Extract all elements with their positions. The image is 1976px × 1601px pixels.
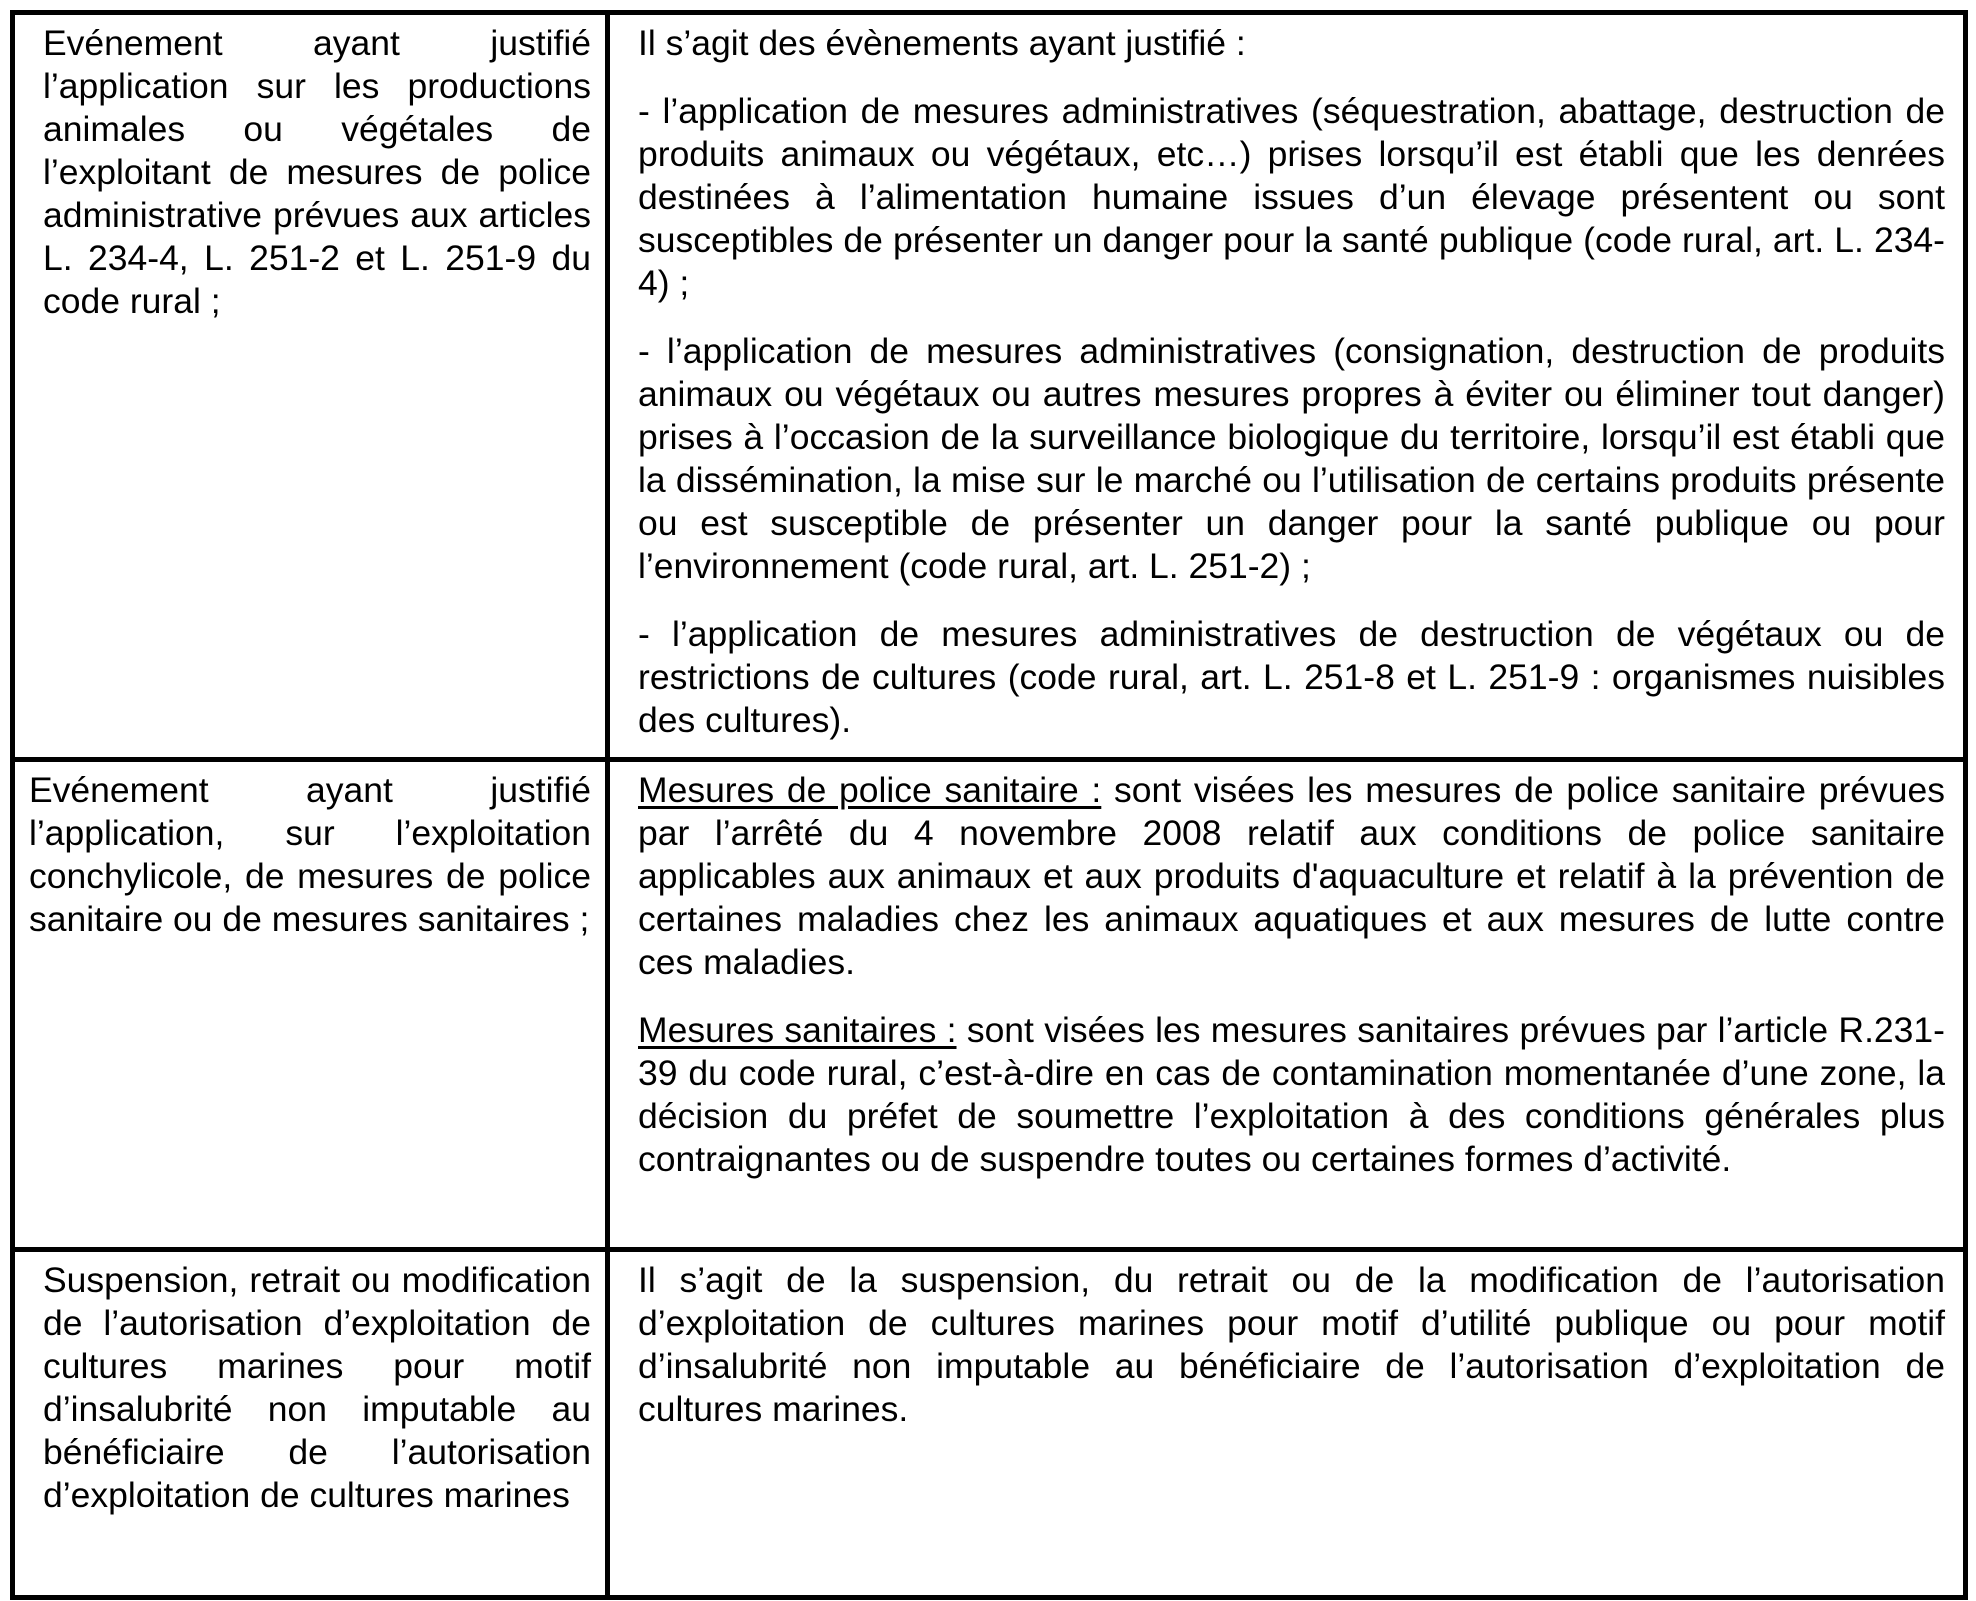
- description-section: [638, 1009, 1945, 1181]
- event-text: Evénement ayant justifié l’application sur les productions animales ou végétales de l’exploitant de mesures de police administrative prévues aux articles L. 234-4, L. 251-2 et L. 251-9 du code rural ;: [43, 23, 591, 321]
- section-text: sont visées les mesures sanitaires prévues par l’article R.231-39 du code rural, c’est-à-dire en cas de contamination momentanée d’une zone, la décision du préfet de soumettre l’exploitation à des conditions générales plus contraignantes ou de suspendre toutes ou certaines formes d’activité.: [638, 1010, 1945, 1179]
- section-heading: Mesures sanitaires :: [638, 1010, 957, 1050]
- event-text: Evénement ayant justifié l’application, sur l’exploitation conchylicole, de mesures de police sanitaire ou de mesures sanitaires ;: [29, 770, 591, 939]
- description-cell: [608, 760, 1966, 1250]
- description-paragraph: - l’application de mesures administratives (séquestration, abattage, destruction de produits animaux ou végétaux, etc…) prises lorsqu’il est établi que les denrées destinées à l’alimentation humaine issues d’un élevage présentent ou sont susceptibles de présenter un danger pour la santé publique (code rural, art. L. 234-4) ;: [638, 91, 1945, 303]
- table-row: [13, 1250, 1966, 1598]
- events-table: [10, 10, 1968, 1600]
- description-section: [638, 769, 1945, 984]
- event-cell: [13, 760, 608, 1250]
- description-paragraph: - l’application de mesures administratives de destruction de végétaux ou de restrictions de cultures (code rural, art. L. 251-8 et L. 251-9 : organismes nuisibles des cultures).: [638, 614, 1945, 740]
- event-cell: [13, 13, 608, 760]
- description-paragraph: - l’application de mesures administratives (consignation, destruction de produits animaux ou végétaux ou autres mesures propres à éviter ou éliminer tout danger) prises à l’occasion de la surveillance biologique du territoire, lorsqu’il est établi que la dissémination, la mise sur le marché ou l’utilisation de certains produits présente ou est susceptible de présenter un danger pour la santé publique ou pour l’environnement (code rural, art. L. 251-2) ;: [638, 331, 1945, 586]
- event-cell: [13, 1250, 608, 1598]
- event-text: Suspension, retrait ou modification de l’autorisation d’exploitation de cultures marines pour motif d’insalubrité non imputable au bénéficiaire de l’autorisation d’exploitation de cultures marines: [43, 1260, 591, 1515]
- table-row: [13, 760, 1966, 1250]
- section-heading: Mesures de police sanitaire :: [638, 770, 1102, 810]
- description-cell: [608, 1250, 1966, 1598]
- description-cell: [608, 13, 1966, 760]
- description-paragraph: Il s’agit de la suspension, du retrait ou de la modification de l’autorisation d’exploitation de cultures marines pour motif d’utilité publique ou pour motif d’insalubrité non imputable au bénéficiaire de l’autorisation d’exploitation de cultures marines.: [638, 1260, 1945, 1429]
- document-table-wrapper: [10, 10, 1968, 1595]
- table-row: [13, 13, 1966, 760]
- description-intro: Il s’agit des évènements ayant justifié :: [638, 23, 1246, 63]
- section-text: sont visées les mesures de police sanitaire prévues par l’arrêté du 4 novembre 2008 relatif aux conditions de police sanitaire applicables aux animaux et aux produits d'aquaculture et relatif à la prévention de certaines maladies chez les animaux aquatiques et aux mesures de lutte contre ces maladies.: [638, 770, 1945, 982]
